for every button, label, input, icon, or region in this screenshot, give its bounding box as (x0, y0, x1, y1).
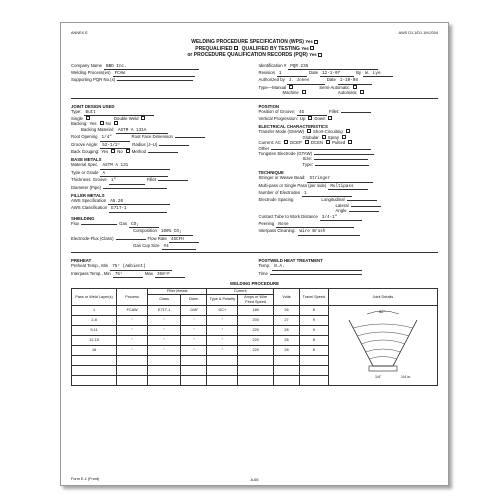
standard-label: AWS D1.1/D1.1M:2004 (398, 31, 438, 35)
aws-spec-field[interactable]: A5.20 (108, 199, 170, 205)
dcen-checkbox[interactable] (326, 140, 330, 144)
lateral-field[interactable] (351, 206, 381, 207)
welding-process-field[interactable]: FCAW (113, 71, 195, 77)
diameter-field[interactable] (103, 188, 167, 189)
aws-class-field[interactable]: E71T-1 (109, 206, 167, 212)
ac-checkbox[interactable] (284, 140, 288, 144)
single-checkbox[interactable] (86, 116, 90, 120)
joint-gap-label: 1/4" (374, 374, 382, 379)
pulsed-checkbox[interactable] (348, 140, 352, 144)
flow-rate-field[interactable]: 45CFH (169, 237, 199, 243)
form-number: Form E-1 (Front) (71, 477, 100, 481)
electrode-flux-field[interactable] (116, 239, 146, 240)
back-gouge-yes-checkbox[interactable] (111, 149, 115, 153)
table-row: 2-8 " " " " 200 27 9 (72, 315, 438, 325)
interpass-min-field[interactable]: 75° (113, 272, 143, 278)
pwht-time-field[interactable] (270, 274, 362, 275)
date-field[interactable]: 12-1-07 (320, 71, 354, 77)
by-field[interactable]: W. Lye (363, 71, 393, 77)
tungsten-field[interactable] (314, 154, 374, 155)
other-field[interactable] (271, 149, 371, 150)
authorized-by-field[interactable]: J. Jones (287, 78, 325, 84)
technique-heading: TECHNIQUE (258, 170, 284, 176)
preheat-temp-field[interactable]: 75° (Ambient) (110, 264, 172, 270)
table-row: 9-11 " " " " 220 28 9 (72, 325, 438, 335)
composition-field[interactable]: 100% CO₂ (159, 229, 193, 235)
automatic-checkbox[interactable] (360, 90, 364, 94)
tungsten-type-field[interactable] (315, 165, 369, 166)
col-type: Type & Polarity (207, 295, 238, 306)
position-heading: POSITION (258, 103, 280, 109)
double-weld-checkbox[interactable] (141, 116, 145, 120)
manual-checkbox[interactable] (289, 85, 293, 89)
multipass-field[interactable]: Multipass (328, 184, 368, 190)
gas-cup-field[interactable]: #4 (162, 244, 196, 250)
col-class: Class (148, 295, 181, 306)
base-metals-heading: BASE METALS (71, 157, 102, 163)
filler-metals-heading: FILLER METALS (71, 193, 105, 198)
pwht-temp-field[interactable]: N.A. (272, 264, 362, 270)
shielding-heading: SHIELDING (71, 215, 95, 221)
joint-design-heading: JOINT DESIGN USED (71, 103, 115, 109)
page-number: A-66 (250, 478, 259, 482)
joint-type-field[interactable]: Butt (84, 110, 154, 116)
table-row: 16 " " " " 220 28 8 (72, 346, 438, 356)
spec-columns: JOINT DESIGN USED Type: Butt Single Double Weld Backing: Yes No Backing Material: ASTM A 131A Root Opening 1/4" Root Face Dimension Groove Angle: 52-1/2° Radius (J–U) Back Gouging: Yes No Method BASE METALS Material Spec. ASTM A 131 Type or Grade A Thickness: Groove 1" Fillet Diameter (Pipe) FILLER METALS AWS Specification A5.20 AWS Classification E71T-1 SHIELDING Flux Gas CO₂ Composition 100% CO₂ Electrode-Flux (Class) Flow Rate 45CFH Gas Cup Size #4 POSITION Position of Groove: 4G Fillet: Vertical Progression: Up Down ELECTRICAL CHARACTERISTICS Transfer Mode (GMAW) Short-Circuiting Globular Spray Current: AC DCEP DCEN Pulsed Other Tungsten Electrode (GTAW) Size: Type: TECHNIQUE Stringer or Weave Bead: Stringer Multi-pass or Single Pass (per side) Multipass Number of Electrodes 1 Electrode Spacing Longitudinal Lateral Angle Contact Tube to Work Distance 3/4-1" Peening None Interpass Cleaning: Wire Brush (71, 101, 438, 251)
groove-angle-field[interactable]: 52-1/2° (100, 143, 130, 149)
interpass-max-field[interactable]: 350°F (155, 272, 185, 278)
machine-checkbox[interactable] (302, 90, 306, 94)
joint-root-label: 1/4 in. (400, 374, 411, 379)
table-row: 12-15 " " " " 220 28 8 (72, 335, 438, 345)
page-header (71, 31, 438, 35)
spray-checkbox[interactable] (342, 135, 346, 139)
back-gouge-no-checkbox[interactable] (126, 149, 130, 153)
groove-position-field[interactable]: 4G (297, 110, 327, 116)
vertical-up-checkbox[interactable] (308, 116, 312, 120)
joint-detail-diagram (339, 306, 427, 384)
welding-procedure-heading: WELDING PROCEDURE (230, 281, 279, 287)
col-process: Process (117, 289, 148, 305)
longitudinal-field[interactable] (347, 200, 377, 201)
root-opening-field[interactable]: 1/4" (100, 135, 130, 141)
backing-bar (369, 366, 397, 371)
backing-no-checkbox[interactable] (114, 121, 118, 125)
radius-field[interactable] (159, 145, 189, 146)
fillet-position-field[interactable] (341, 112, 371, 113)
revision-field[interactable]: 1 (277, 71, 307, 77)
auth-date-field[interactable]: 1-10-08 (338, 78, 372, 84)
wps-checkbox[interactable] (314, 40, 318, 44)
backing-yes-checkbox[interactable] (100, 121, 104, 125)
transfer-mode-checkbox[interactable] (307, 129, 311, 133)
table-row: 1 FCAW E71T-1 .045" DC+ 180 26 8 52° 1/4" 1/4 in. (72, 305, 438, 315)
col-pass: Pass or Weld Layer(s) (72, 289, 117, 305)
globular-checkbox[interactable] (322, 135, 326, 139)
root-face-field[interactable] (175, 137, 205, 138)
ctwd-field[interactable]: 3/4-1" (320, 215, 362, 221)
tungsten-size-field[interactable] (314, 159, 368, 160)
col-amps: Amps or Wire Feed Speed (238, 295, 274, 306)
thickness-fillet-field[interactable] (158, 180, 188, 181)
stringer-weave-field[interactable]: Stringer (307, 176, 373, 182)
gas-field[interactable]: CO₂ (129, 222, 159, 228)
welding-procedure-table (71, 288, 438, 386)
col-filler-group: Filler Metals (148, 289, 207, 295)
prequalified-checkbox[interactable] (234, 46, 238, 50)
num-electrodes-field[interactable]: 1 (302, 191, 352, 197)
angle-field[interactable] (349, 211, 379, 212)
annex-label: ANNEX E (71, 31, 88, 35)
electrical-heading: ELECTRICAL CHARACTERISTICS (258, 124, 328, 130)
supporting-pqr-field[interactable] (117, 80, 193, 81)
qualified-checkbox[interactable] (310, 46, 314, 50)
short-circuit-checkbox[interactable] (346, 129, 350, 133)
col-volts: Volts (273, 289, 299, 305)
joint-details-cell (328, 305, 437, 386)
interpass-cleaning-field[interactable]: Wire Brush (298, 229, 360, 235)
company-name-field[interactable]: BBD Inc. (104, 64, 199, 70)
semi-auto-checkbox[interactable] (353, 85, 357, 89)
pqr-checkbox[interactable] (318, 53, 322, 57)
col-joint-details: Joint Details (328, 289, 437, 305)
wps-form-sheet (60, 22, 449, 486)
peening-field[interactable]: None (276, 222, 354, 228)
pwht-heading: POSTWELD HEAT TREATMENT (258, 258, 323, 264)
dcep-checkbox[interactable] (305, 140, 309, 144)
form-title: WELDING PROCEDURE SPECIFICATION (WPS) Yes PREQUALIFIED QUALIFIED BY TESTING Yes or PROCEDURE QUALIFICATION RECORDS (PQR) Yes (71, 39, 438, 59)
joint-angle-label: 52° (378, 308, 385, 314)
grade-field[interactable]: A (100, 171, 168, 177)
col-travel: Travel Speed (300, 289, 329, 305)
col-diam: Diam. (181, 295, 207, 306)
vertical-down-checkbox[interactable] (328, 116, 332, 120)
backing-material-field[interactable]: ASTM A 131A (116, 128, 168, 134)
identification-field[interactable]: PQR 235 (288, 64, 378, 70)
col-current-group: Current (207, 289, 274, 295)
heat-block: PREHEAT Preheat Temp., Min 75° (Ambient) Interpass Temp., Min 75° Max 350°F POSTWELD HEAT TREATMENT Temp. N.A. Time (71, 255, 438, 278)
preheat-heading: PREHEAT (71, 258, 92, 264)
method-field[interactable] (148, 152, 178, 153)
identification-block: Company Name BBD Inc. Welding Process(es) FCAW Supporting PQR No.(s) Identification # PQR 235 Revision 1 Date 12-1-07 By W. Lye Authorized by J. Jones Date 1-10-08 Type—Manual Semi-Automatic Machine Automatic (71, 63, 438, 96)
material-spec-field[interactable]: ASTM A 131 (100, 163, 170, 169)
thickness-groove-field[interactable]: 1" (109, 178, 145, 184)
flux-field[interactable] (81, 224, 117, 225)
